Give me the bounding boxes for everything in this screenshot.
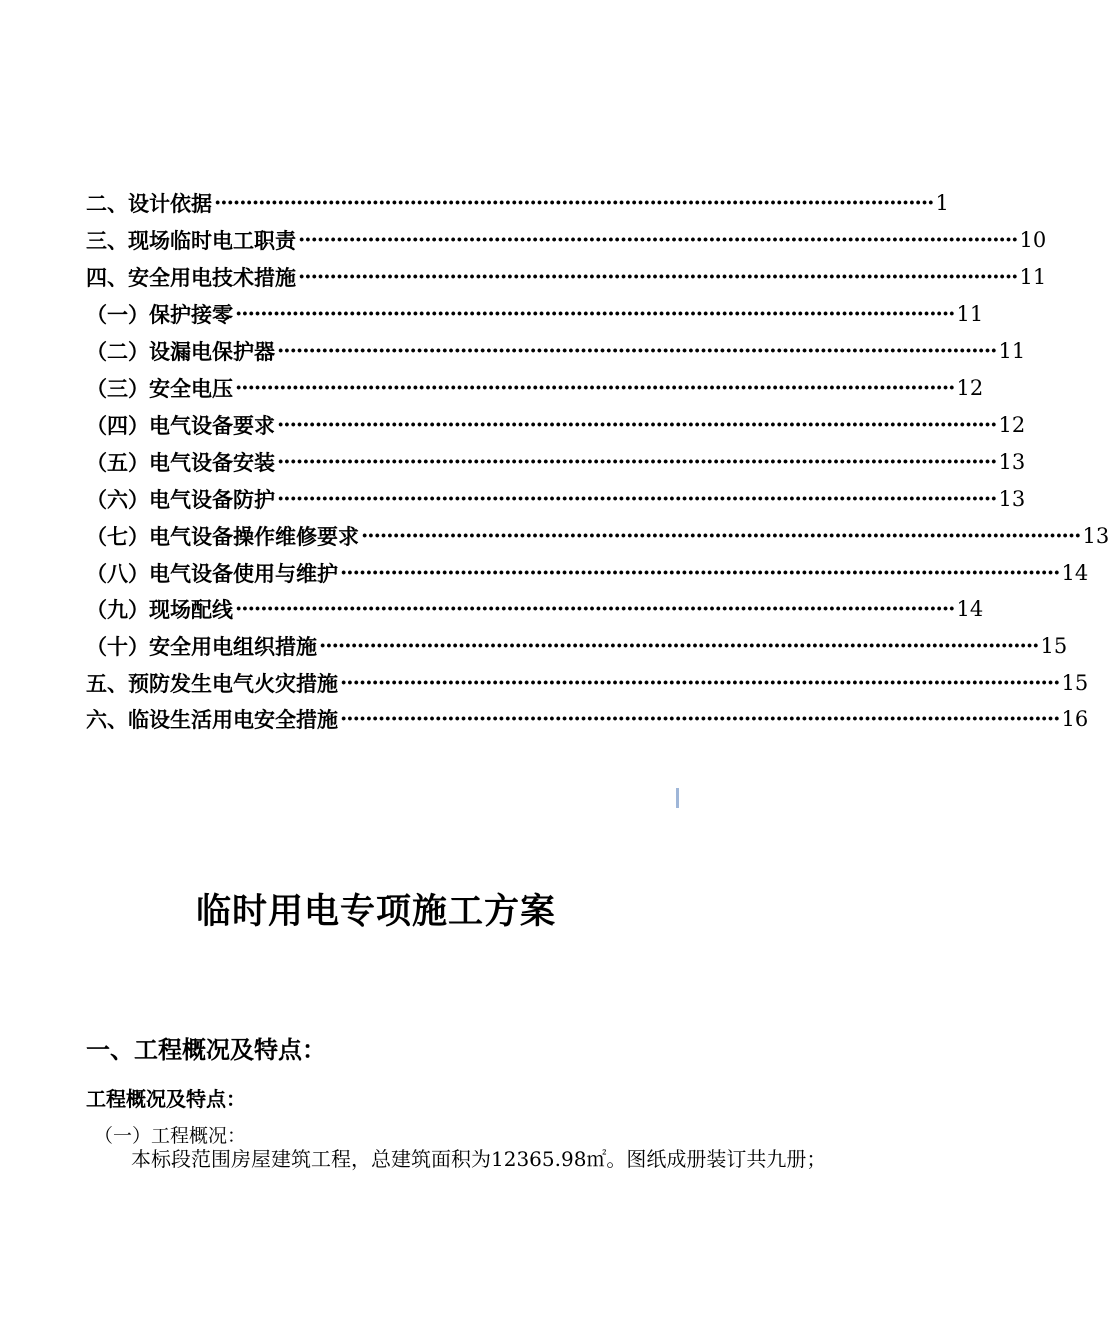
toc-entry-page: 14 bbox=[1061, 561, 1089, 585]
toc-entry-label: （三）安全电压 bbox=[86, 376, 233, 401]
toc-entry-label: （八）电气设备使用与维护 bbox=[86, 561, 338, 586]
toc-entry[interactable] bbox=[86, 336, 1026, 366]
toc-entry-label: （九）现场配线 bbox=[86, 597, 233, 622]
toc-entry-label: （六）电气设备防护 bbox=[86, 487, 275, 512]
toc-entry-page: 11 bbox=[998, 339, 1026, 363]
toc-entry-page: 12 bbox=[956, 376, 984, 400]
toc-entry[interactable] bbox=[86, 299, 984, 329]
toc-entry-page: 13 bbox=[998, 487, 1026, 511]
toc-entry[interactable] bbox=[86, 704, 1089, 734]
toc-entry-page: 12 bbox=[998, 413, 1026, 437]
body-paragraph: 本标段范围房屋建筑工程，总建筑面积为12365.98㎡。图纸成册装订共九册； bbox=[131, 1147, 827, 1171]
toc-entry-page: 15 bbox=[1040, 634, 1068, 658]
toc-leader-dots: ·················································································································· bbox=[298, 264, 1018, 289]
toc-entry-page: 13 bbox=[1082, 524, 1109, 548]
toc-entry-label: 三、现场临时电工职责 bbox=[86, 228, 296, 253]
toc-entry[interactable] bbox=[86, 262, 1047, 292]
toc-leader-dots: ·················································································································· bbox=[235, 596, 955, 621]
toc-leader-dots: ·················································································································· bbox=[277, 449, 997, 474]
toc-leader-dots: ·················································································································· bbox=[298, 227, 1018, 252]
toc-entry-label: （一）保护接零 bbox=[86, 302, 233, 327]
toc-leader-dots: ·················································································································· bbox=[340, 670, 1060, 695]
toc-leader-dots: ·················································································································· bbox=[340, 560, 1060, 585]
toc-entry[interactable] bbox=[86, 188, 949, 218]
text-cursor bbox=[676, 788, 679, 808]
toc-leader-dots: ·················································································································· bbox=[277, 412, 997, 437]
toc-entry-label: 四、安全用电技术措施 bbox=[86, 265, 296, 290]
section-heading: 一、工程概况及特点： bbox=[86, 1035, 326, 1064]
toc-entry-page: 1 bbox=[935, 191, 949, 215]
toc-entry-label: （十）安全用电组织措施 bbox=[86, 634, 317, 659]
toc-leader-dots: ·················································································································· bbox=[214, 190, 934, 215]
toc-entry[interactable] bbox=[86, 668, 1089, 698]
toc-entry-page: 14 bbox=[956, 597, 984, 621]
toc-entry[interactable] bbox=[86, 225, 1047, 255]
toc-entry[interactable] bbox=[86, 373, 984, 403]
toc-entry[interactable] bbox=[86, 631, 1068, 661]
toc-entry-label: （七）电气设备操作维修要求 bbox=[86, 524, 359, 549]
toc-entry[interactable] bbox=[86, 410, 1026, 440]
toc-entry-page: 10 bbox=[1019, 228, 1047, 252]
toc-entry[interactable] bbox=[86, 447, 1026, 477]
toc-entry[interactable] bbox=[86, 558, 1089, 588]
document-title: 临时用电专项施工方案 bbox=[196, 891, 557, 932]
toc-leader-dots: ·················································································································· bbox=[235, 301, 955, 326]
toc-entry[interactable] bbox=[86, 521, 1109, 551]
sub-item-heading: （一）工程概况： bbox=[94, 1125, 247, 1147]
toc-leader-dots: ·················································································································· bbox=[277, 338, 997, 363]
toc-entry-label: （四）电气设备要求 bbox=[86, 413, 275, 438]
toc-leader-dots: ·················································································································· bbox=[319, 633, 1039, 658]
toc-entry-label: 六、临设生活用电安全措施 bbox=[86, 707, 338, 732]
toc-entry-label: 二、设计依据 bbox=[86, 191, 212, 216]
toc-entry-label: 五、预防发生电气火灾措施 bbox=[86, 671, 338, 696]
toc-entry-page: 15 bbox=[1061, 671, 1089, 695]
toc-leader-dots: ·················································································································· bbox=[235, 375, 955, 400]
toc-leader-dots: ·················································································································· bbox=[277, 486, 997, 511]
toc-entry-page: 16 bbox=[1061, 707, 1089, 731]
toc-entry-page: 13 bbox=[998, 450, 1026, 474]
toc-entry-label: （五）电气设备安装 bbox=[86, 450, 275, 475]
subsection-heading: 工程概况及特点： bbox=[86, 1087, 246, 1111]
toc-leader-dots: ·················································································································· bbox=[361, 523, 1081, 548]
toc-entry[interactable] bbox=[86, 484, 1026, 514]
toc-entry-label: （二）设漏电保护器 bbox=[86, 339, 275, 364]
toc-entry-page: 11 bbox=[956, 302, 984, 326]
toc-leader-dots: ·················································································································· bbox=[340, 706, 1060, 731]
toc-entry-page: 11 bbox=[1019, 265, 1047, 289]
toc-entry[interactable] bbox=[86, 594, 984, 624]
